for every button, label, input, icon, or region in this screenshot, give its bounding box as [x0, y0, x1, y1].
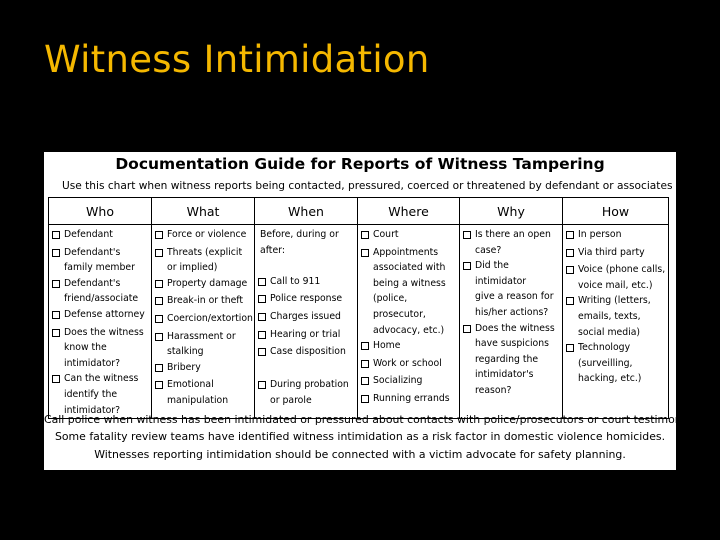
- tampering-table: [48, 197, 669, 419]
- guide-subtitle: Use this chart when witness reports being contacted, pressured, coerced or threatened by defendant or associates: [62, 180, 673, 192]
- checkbox-icon: [566, 262, 578, 293]
- checklist-item: Threats (explicit or implied): [155, 245, 252, 276]
- checkbox-icon: [52, 307, 64, 325]
- checklist-item: Police response: [258, 291, 355, 309]
- checkbox-icon: [463, 321, 475, 399]
- checklist-item: Coercion/extortion: [155, 311, 252, 329]
- checkbox-icon: [52, 276, 64, 307]
- checklist-item: Work or school: [361, 356, 457, 374]
- what-cell: [152, 225, 255, 419]
- checkbox-icon: [258, 377, 270, 408]
- checklist-item: In person: [566, 227, 666, 245]
- checkbox-icon: [155, 311, 167, 329]
- checkbox-icon: [361, 338, 373, 356]
- checklist-item: Call to 911: [258, 274, 355, 292]
- footer-note-fatality: Some fatality review teams have identified witness intimidation as a risk factor in domestic violence homicides.: [54, 430, 666, 443]
- column-header-who: Who: [49, 198, 152, 225]
- why-cell: [460, 225, 563, 419]
- checkbox-icon: [155, 377, 167, 408]
- checklist-item: Bribery: [155, 360, 252, 378]
- column-header-where: Where: [358, 198, 460, 225]
- checklist-item: Via third party: [566, 245, 666, 263]
- content-row: [49, 225, 669, 419]
- checkbox-icon: [258, 327, 270, 345]
- checklist-item: Break-in or theft: [155, 293, 252, 311]
- checklist-item: During probation or parole: [258, 377, 355, 408]
- checklist-item: Emotional manipulation: [155, 377, 252, 408]
- checklist-item: Appointments associated with being a witness (police, prosecutor, advocacy, etc.): [361, 245, 457, 339]
- how-cell: [563, 225, 669, 419]
- footer-note-advocate: Witnesses reporting intimidation should be connected with a victim advocate for safety planning.: [94, 448, 626, 461]
- checklist-item: Can the witness identify the intimidator?: [52, 371, 149, 418]
- checklist-item: Hearing or trial: [258, 327, 355, 345]
- checklist-item: Property damage: [155, 276, 252, 294]
- checkbox-icon: [463, 258, 475, 320]
- checklist-item: Force or violence: [155, 227, 252, 245]
- checklist-item: Defendant: [52, 227, 149, 245]
- checkbox-icon: [258, 291, 270, 309]
- where-cell: [358, 225, 460, 419]
- footer-note-police: Call police when witness has been intimidated or pressured about contacts with police/prosecutors or court testimony.: [44, 413, 691, 426]
- checklist-item: Voice (phone calls, voice mail, etc.): [566, 262, 666, 293]
- when-intro: Before, during or after:: [260, 229, 339, 256]
- checkbox-icon: [566, 293, 578, 340]
- checkbox-icon: [258, 344, 270, 362]
- column-header-how: How: [563, 198, 669, 225]
- checkbox-icon: [566, 227, 578, 245]
- checkbox-icon: [361, 373, 373, 391]
- checklist-item: Defendant's friend/associate: [52, 276, 149, 307]
- checklist-item: Is there an open case?: [463, 227, 560, 258]
- checkbox-icon: [52, 227, 64, 245]
- checkbox-icon: [155, 276, 167, 294]
- checkbox-icon: [258, 274, 270, 292]
- checkbox-icon: [566, 245, 578, 263]
- column-header-what: What: [152, 198, 255, 225]
- checklist-item: Does the witness know the intimidator?: [52, 325, 149, 372]
- checklist-item: Home: [361, 338, 457, 356]
- who-cell: [49, 225, 152, 419]
- checklist-item: Socializing: [361, 373, 457, 391]
- checkbox-icon: [155, 293, 167, 311]
- checklist-item: Did the intimidator give a reason for his/her actions?: [463, 258, 560, 320]
- checklist-item: Defense attorney: [52, 307, 149, 325]
- checkbox-icon: [361, 356, 373, 374]
- checkbox-icon: [361, 227, 373, 245]
- header-row: [49, 198, 669, 225]
- column-header-when: When: [255, 198, 358, 225]
- checklist-item: Charges issued: [258, 309, 355, 327]
- checklist-item: Does the witness have suspicions regarding the intimidator's reason?: [463, 321, 560, 399]
- checkbox-icon: [361, 391, 373, 409]
- slide-title: Witness Intimidation: [44, 38, 430, 81]
- checkbox-icon: [361, 245, 373, 339]
- checkbox-icon: [52, 245, 64, 276]
- checklist-item: Court: [361, 227, 457, 245]
- checkbox-icon: [155, 329, 167, 360]
- documentation-guide: [44, 152, 691, 470]
- checkbox-icon: [463, 227, 475, 258]
- column-header-why: Why: [460, 198, 563, 225]
- guide-title: Documentation Guide for Reports of Witness Tampering: [115, 155, 605, 173]
- checkbox-icon: [155, 245, 167, 276]
- checkbox-icon: [155, 360, 167, 378]
- checkbox-icon: [566, 340, 578, 387]
- checklist-item: Technology (surveilling, hacking, etc.): [566, 340, 666, 387]
- checkbox-icon: [52, 325, 64, 372]
- checklist-item: Writing (letters, emails, texts, social media): [566, 293, 666, 340]
- checklist-item: Case disposition: [258, 344, 355, 362]
- checkbox-icon: [258, 309, 270, 327]
- checklist-item: Harassment or stalking: [155, 329, 252, 360]
- when-cell: [255, 225, 358, 419]
- checkbox-icon: [52, 371, 64, 418]
- checklist-item: Defendant's family member: [52, 245, 149, 276]
- checkbox-icon: [155, 227, 167, 245]
- checklist-item: Running errands: [361, 391, 457, 409]
